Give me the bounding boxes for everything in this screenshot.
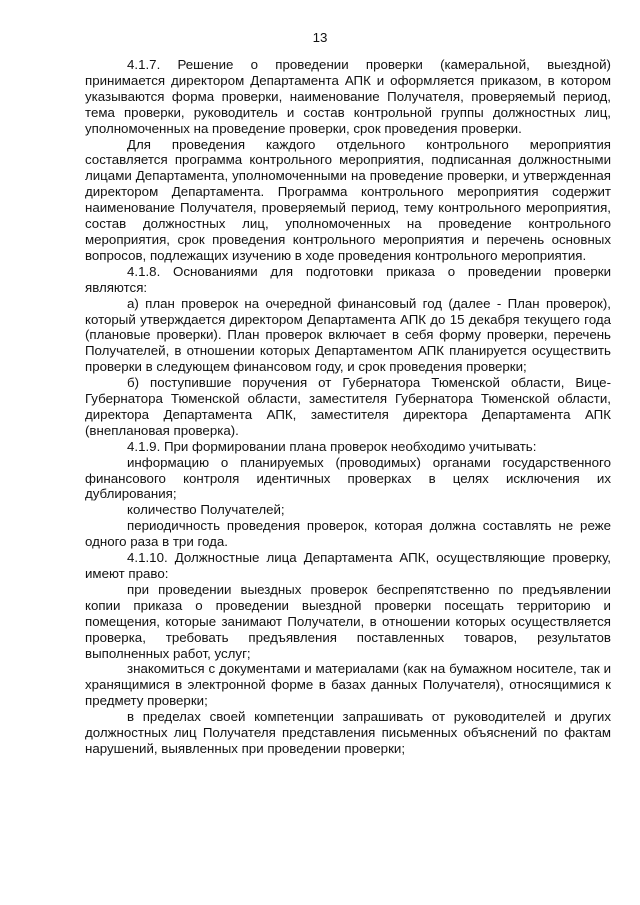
paragraph-item-b: б) поступившие поручения от Губернатора Тюменской области, Вице-Губернатора Тюменской области, заместителя Губернатора Тюменской области, директора Департамента АПК, заместителя директора Департамента АПК (внеплановая проверка). (85, 375, 611, 438)
document-body (85, 57, 611, 757)
paragraph-4-1-8: 4.1.8. Основаниями для подготовки приказа о проведении проверки являются: (85, 263, 611, 295)
paragraph-field-visits: при проведении выездных проверок беспрепятственно по предъявлении копии приказа о проведении выездной проверки посещать территорию и помещения, которые занимают Получатели, в отношении которых осуществляется проверка, требовать предъявления поставленных товаров, результатов выполненных работ, услуг; (85, 581, 611, 661)
paragraph-4-1-9: 4.1.9. При формировании плана проверок необходимо учитывать: (127, 438, 537, 454)
paragraph-periodicity: периодичность проведения проверок, которая должна составлять не реже одного раза в три года. (85, 518, 611, 550)
paragraph-documents: знакомиться с документами и материалами (как на бумажном носителе, так и хранящимися в электронной форме в базах данных Получателя), относящимися к предмету проверки; (85, 661, 611, 709)
paragraph-program: Для проведения каждого отдельного контрольного мероприятия составляется программа контрольного мероприятия, подписанная должностными лицами Департамента, уполномоченными на проведение проверки, и утвержденная директором Департамента. Программа контрольного мероприятия содержит наименование Получателя, проверяемый период, тему контрольного мероприятия, состав должностных лиц, уполномоченных на проведение контрольного мероприятия, срок проведения контрольного мероприятия и перечень основных вопросов, подлежащих изучению в ходе проведения контрольного мероприятия. (85, 136, 611, 263)
paragraph-count: количество Получателей; (127, 502, 285, 518)
paragraph-info: информацию о планируемых (проводимых) органами государственного финансового контроля идентичных проверках в целях исключения их дублирования; (85, 454, 611, 502)
paragraph-4-1-10: 4.1.10. Должностные лица Департамента АПК, осуществляющие проверку, имеют право: (85, 550, 611, 581)
paragraph-4-1-7: 4.1.7. Решение о проведении проверки (камеральной, выездной) принимается директором Департамента АПК и оформляется приказом, в котором указываются форма проверки, наименование Получателя, проверяемый период, тема проверки, руководитель и состав контрольной группы должностных лиц, уполномоченных на проведение проверки, срок проведения проверки. (85, 57, 611, 136)
paragraph-explanations: в пределах своей компетенции запрашивать от руководителей и других должностных лиц Получателя представления письменных объяснений по фактам нарушений, выявленных при проведении проверки; (85, 709, 611, 756)
paragraph-item-a: а) план проверок на очередной финансовый год (далее - План проверок), который утверждается директором Департамента АПК до 15 декабря текущего года (плановые проверки). План проверок включает в себя форму проверки, перечень Получателей, в отношении которых Департаментом АПК планируется осуществить проверки в следующем финансовом году, и срок проведения проверки; (85, 295, 611, 375)
page-number: 13 (312, 30, 328, 45)
